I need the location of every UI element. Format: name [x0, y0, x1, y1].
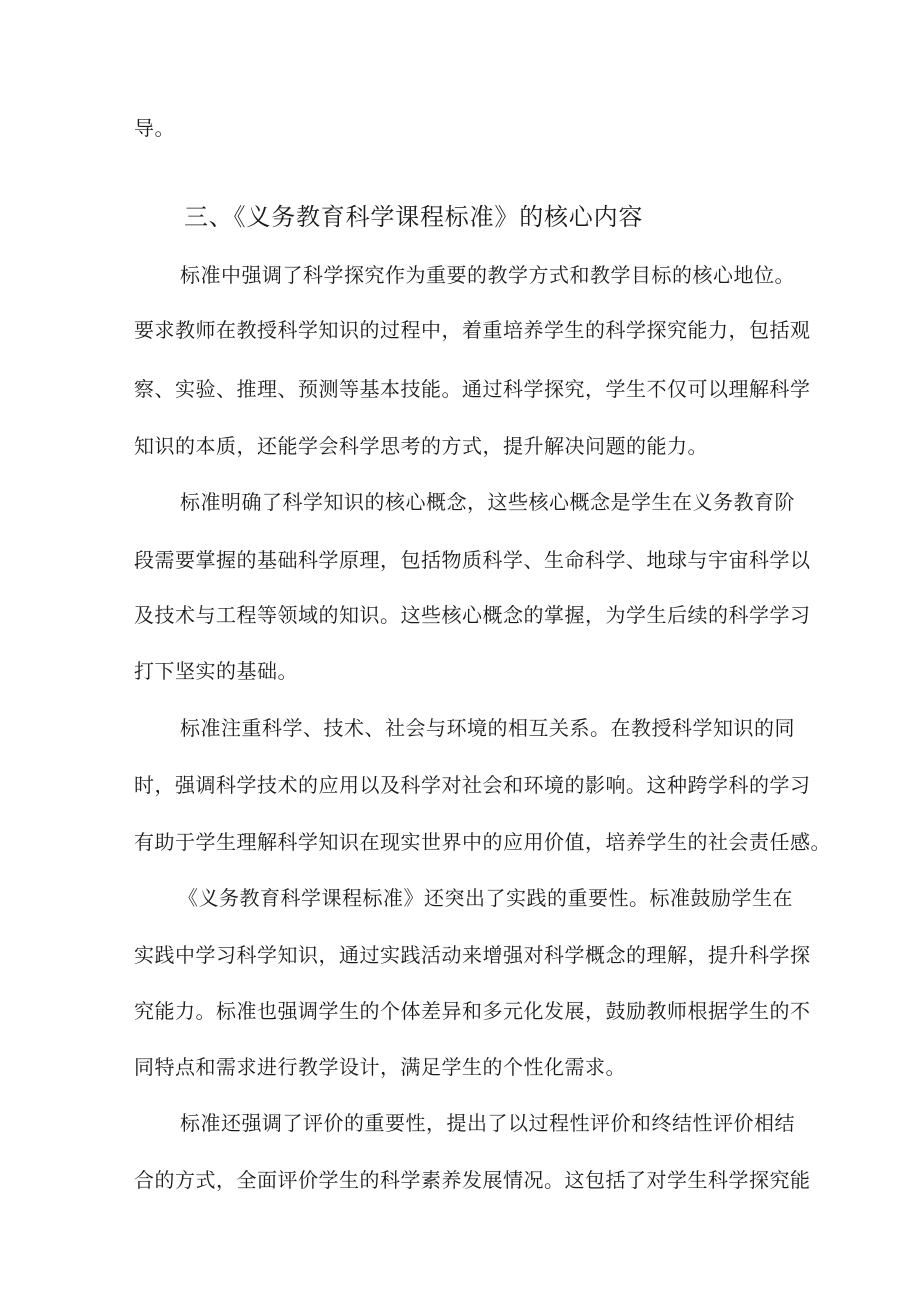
paragraph-line: 究能力。标准也强调学生的个体差异和多元化发展，鼓励教师根据学生的不: [134, 999, 811, 1023]
paragraph-line: 同特点和需求进行教学设计，满足学生的个性化需求。: [134, 1055, 626, 1079]
paragraph-line: 《义务教育科学课程标准》还突出了实践的重要性。标准鼓励学生在: [178, 886, 793, 910]
paragraph-line: 实践中学习科学知识，通过实践活动来增强对科学概念的理解，提升科学探: [134, 943, 811, 967]
paragraph-line: 段需要掌握的基础科学原理，包括物质科学、生命科学、地球与宇宙科学以: [134, 548, 811, 572]
paragraph-line: 要求教师在教授科学知识的过程中，着重培养学生的科学探究能力，包括观: [134, 318, 811, 342]
paragraph-line: 打下坚实的基础。: [134, 659, 298, 683]
carry-over-text: 导。: [134, 116, 175, 140]
paragraph-line: 有助于学生理解科学知识在现实世界中的应用价值，培养学生的社会责任感。: [134, 830, 831, 854]
paragraph-line: 标准中强调了科学探究作为重要的教学方式和教学目标的核心地位。: [180, 263, 795, 287]
paragraph-line: 及技术与工程等领域的知识。这些核心概念的掌握，为学生后续的科学学习: [134, 603, 811, 627]
paragraph-line: 标准注重科学、技术、社会与环境的相互关系。在教授科学知识的同: [180, 716, 795, 740]
paragraph-line: 标准还强调了评价的重要性，提出了以过程性评价和终结性评价相结: [180, 1111, 795, 1135]
paragraph-line: 合的方式，全面评价学生的科学素养发展情况。这包括了对学生科学探究能: [134, 1168, 811, 1192]
paragraph-line: 标准明确了科学知识的核心概念，这些核心概念是学生在义务教育阶: [180, 490, 795, 514]
paragraph-line: 时，强调科学技术的应用以及科学对社会和环境的影响。这种跨学科的学习: [134, 773, 811, 797]
section-heading: 三、《义务教育科学课程标准》的核心内容: [184, 203, 644, 231]
paragraph-line: 察、实验、推理、预测等基本技能。通过科学探究，学生不仅可以理解科学: [134, 377, 811, 401]
paragraph-line: 知识的本质，还能学会科学思考的方式，提升解决问题的能力。: [134, 434, 708, 458]
